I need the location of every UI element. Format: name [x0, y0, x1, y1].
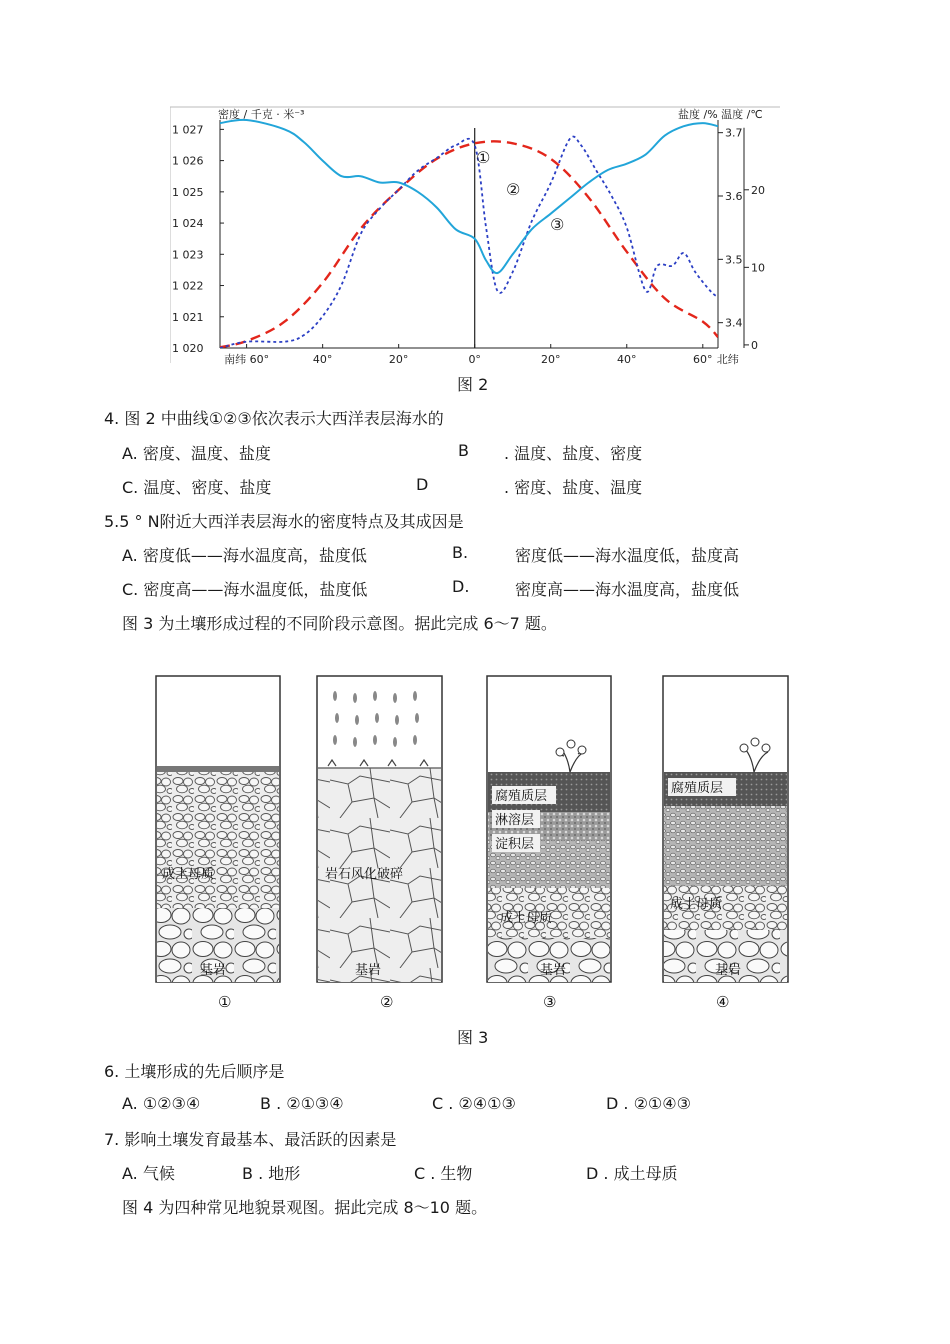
panel-3-label-bedrock: 基岩: [540, 963, 567, 978]
panel-2-label-weathering: 岩石风化破碎: [325, 867, 404, 882]
question-6-option-d: D . ②①④③: [606, 1094, 691, 1113]
series-1-temperature-line: [220, 141, 718, 347]
x-tick-label: 南纬 60°: [224, 353, 270, 366]
soil-panel-3: [487, 676, 611, 982]
temperature-tick-label: 20: [751, 183, 765, 197]
annotation-3: ③: [550, 215, 565, 234]
question-7-option-a: A. 气候: [122, 1164, 175, 1183]
question-5-option-b: 密度低——海水温度低，盐度高: [515, 546, 740, 565]
question-5-option-a: A. 密度低——海水温度高，盐度低: [122, 546, 367, 565]
panel-3-label-humus: 腐殖质层: [495, 789, 548, 804]
density-tick-label: 1 023: [172, 248, 204, 262]
series-3-density-line: [220, 120, 718, 273]
question-4-option-a: A. 密度、温度、盐度: [122, 444, 271, 463]
panel-4-label-parent-material: 成土母质: [670, 897, 723, 912]
annotation-1: ①: [476, 148, 491, 167]
panel-4-label-humus: 腐殖质层: [671, 781, 724, 796]
salinity-tick-label: 3.4: [725, 316, 743, 330]
x-tick-label: 40°: [617, 353, 637, 366]
question-6-stem: 6. 土壤形成的先后顺序是: [104, 1062, 285, 1081]
density-tick-label: 1 020: [172, 342, 204, 355]
x-tick-label: 40°: [312, 353, 333, 366]
panel-2-label-bedrock: 基岩: [355, 963, 382, 978]
question-4-option-b-letter: B: [458, 441, 469, 460]
question-5-option-d: 密度高——海水温度高，盐度低: [515, 580, 740, 599]
x-tick-label: 60°: [693, 353, 713, 366]
question-7-option-d: D . 成土母质: [586, 1164, 678, 1183]
temperature-tick-label: 0: [751, 338, 758, 352]
question-4-stem: 4. 图 2 中曲线①②③依次表示大西洋表层海水的: [104, 409, 444, 428]
soil-panel-4: [663, 676, 788, 982]
question-7-option-b: B . 地形: [242, 1164, 301, 1183]
salinity-tick-label: 3.6: [725, 190, 743, 203]
salinity-tick-label: 3.5: [725, 253, 743, 267]
density-tick-label: 1 024: [172, 217, 204, 231]
question-4-option-d: . 密度、盐度、温度: [504, 478, 643, 497]
panel-1-label-bedrock: 基岩: [200, 963, 227, 978]
question-5-option-c: C. 密度高——海水温度低，盐度低: [122, 580, 368, 599]
question-5-option-b-letter: B.: [452, 543, 469, 562]
panel-number-2: ②: [380, 993, 394, 1011]
temperature-tick-label: 10: [751, 261, 765, 275]
question-4-option-c: C. 温度、密度、盐度: [122, 478, 272, 497]
density-tick-label: 1 026: [172, 154, 204, 168]
soil-panel-1: [156, 676, 280, 982]
question-7-option-c: C . 生物: [414, 1164, 473, 1183]
soil-panel-2: [317, 676, 442, 982]
salinity-tick-label: 3.7: [725, 126, 743, 140]
question-4-option-b: . 温度、盐度、密度: [504, 444, 643, 463]
annotation-2: ②: [506, 180, 521, 199]
x-tick-label: 0°: [468, 353, 481, 366]
density-tick-label: 1 021: [172, 310, 204, 324]
right-axis-title: 盐度 /% 温度 /℃: [678, 108, 763, 121]
question-6-option-a: A. ①②③④: [122, 1094, 201, 1113]
figure-3-soil-diagram: [150, 668, 800, 1013]
figure-3-caption: 图 3: [457, 1028, 489, 1047]
figure-2-chart: [170, 100, 780, 370]
figure-4-intro: 图 4 为四种常见地貌景观图。据此完成 8～10 题。: [122, 1198, 488, 1217]
x-tick-label: 20°: [540, 353, 561, 366]
question-4-option-d-letter: D: [416, 475, 429, 494]
panel-number-3: ③: [543, 993, 557, 1011]
density-tick-label: 1 027: [172, 123, 204, 137]
panel-3-label-eluvial: 淋溶层: [495, 813, 535, 828]
question-6-option-c: C . ②④①③: [432, 1094, 516, 1113]
panel-number-4: ④: [716, 993, 730, 1011]
density-tick-label: 1 025: [172, 185, 204, 199]
panel-number-1: ①: [218, 993, 232, 1011]
question-5-stem: 5.5 ° N附近大西洋表层海水的密度特点及其成因是: [104, 512, 464, 531]
figure-3-intro: 图 3 为土壤形成过程的不同阶段示意图。据此完成 6～7 题。: [122, 614, 557, 633]
panel-3-label-parent-material: 成土母质: [500, 911, 553, 926]
question-7-stem: 7. 影响土壤发育最基本、最活跃的因素是: [104, 1130, 397, 1149]
series-2-salinity-line: [220, 137, 718, 348]
figure-2-caption: 图 2: [457, 375, 489, 394]
panel-1-label-parent-material: 成土母质: [162, 867, 215, 882]
x-tick-label: 20°: [388, 353, 409, 366]
x-tick-label-north: 北纬: [716, 353, 739, 366]
question-5-option-d-letter: D.: [452, 577, 470, 596]
panel-3-label-illuvial: 淀积层: [495, 837, 535, 852]
panel-4-label-bedrock: 基岩: [715, 963, 742, 978]
left-axis-title: 密度 / 千克 · 米⁻³: [218, 108, 305, 121]
question-6-option-b: B . ②①③④: [260, 1094, 344, 1113]
density-tick-label: 1 022: [172, 279, 204, 293]
